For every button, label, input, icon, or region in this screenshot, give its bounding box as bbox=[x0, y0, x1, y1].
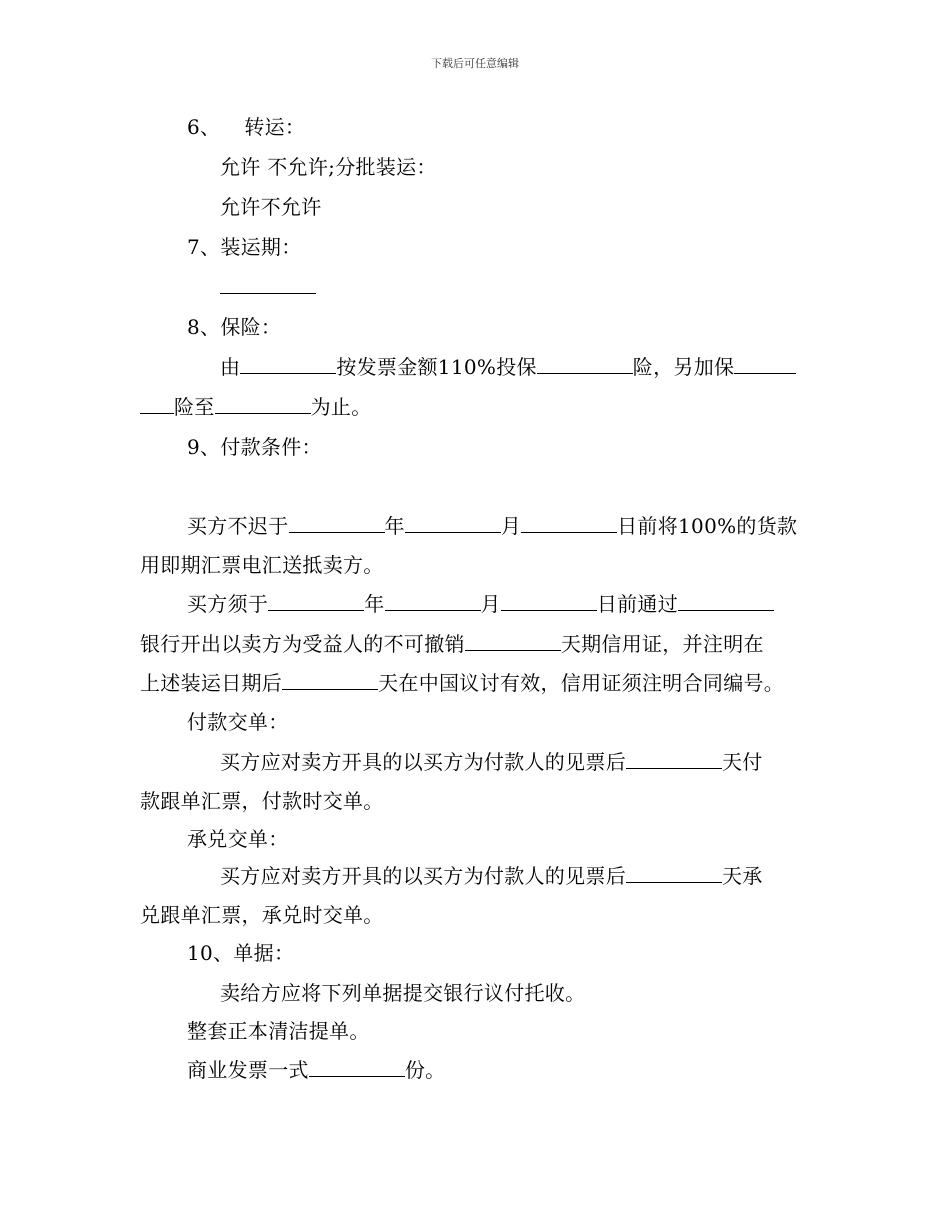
lc-line-2 bbox=[140, 631, 764, 657]
tt-payment-line-1 bbox=[187, 513, 797, 539]
text: 天期信用证，并注明在 bbox=[560, 632, 764, 656]
text: 买方应对卖方开具的以买方为付款人的见票后 bbox=[220, 750, 626, 774]
section-6-title: 转运： bbox=[244, 115, 306, 139]
month-blank bbox=[385, 592, 481, 611]
text: 月 bbox=[500, 514, 522, 538]
commercial-invoice-item bbox=[187, 1057, 445, 1083]
section-6-heading bbox=[187, 114, 305, 140]
text: 买方须于 bbox=[187, 592, 269, 616]
text: 日前通过 bbox=[596, 592, 679, 616]
section-8-heading: 8、保险： bbox=[187, 315, 282, 339]
partial-shipment-options: 允许不允许 bbox=[220, 195, 322, 219]
bank-blank bbox=[678, 592, 774, 611]
dp-heading: 付款交单： bbox=[187, 710, 289, 734]
da-days-blank bbox=[626, 864, 722, 883]
validity-days-blank bbox=[282, 671, 378, 690]
text: 银行开出以卖方为受益人的不可撤销 bbox=[140, 632, 465, 656]
lc-days-blank bbox=[465, 632, 561, 651]
da-heading: 承兑交单： bbox=[187, 827, 289, 851]
shipment-date-blank bbox=[220, 275, 316, 294]
text: 由 bbox=[220, 355, 241, 379]
additional-insurance-blank-cont bbox=[140, 395, 174, 414]
da-line-2: 兑跟单汇票，承兑时交单。 bbox=[140, 903, 384, 927]
dp-line-2: 款跟单汇票，付款时交单。 bbox=[140, 789, 384, 813]
page-header: 下载后可任意编辑 bbox=[431, 57, 519, 70]
documents-intro: 卖给方应将下列单据提交银行议付托收。 bbox=[220, 981, 586, 1005]
dp-days-blank bbox=[626, 750, 722, 769]
section-9-heading: 9、付款条件： bbox=[187, 435, 322, 459]
text: 份。 bbox=[404, 1058, 446, 1082]
text: 日前将100%的货款 bbox=[617, 514, 798, 538]
insurance-until-blank bbox=[215, 395, 311, 414]
text: 天承 bbox=[722, 864, 763, 888]
text: 商业发票一式 bbox=[187, 1058, 309, 1082]
insured-by-blank bbox=[240, 355, 336, 374]
insurance-line-2 bbox=[140, 394, 372, 420]
text: 为止。 bbox=[310, 395, 372, 419]
text: 天付 bbox=[722, 750, 763, 774]
additional-insurance-blank bbox=[734, 355, 796, 374]
lc-line-1 bbox=[187, 591, 774, 617]
text: 险至 bbox=[174, 395, 215, 419]
day-blank bbox=[501, 592, 597, 611]
section-10-heading: 10、单据： bbox=[187, 941, 295, 965]
text: 月 bbox=[480, 592, 501, 616]
text: 上述装运日期后 bbox=[140, 671, 283, 695]
text: 按发票金额110%投保 bbox=[336, 355, 537, 379]
insurance-line-1 bbox=[220, 354, 796, 380]
section-6-number: 6、 bbox=[187, 115, 221, 139]
transshipment-options: 允许 不允许;分批装运： bbox=[220, 155, 437, 179]
tt-payment-line-2: 用即期汇票电汇送抵卖方。 bbox=[140, 553, 384, 577]
year-blank bbox=[268, 592, 364, 611]
month-blank bbox=[405, 514, 501, 533]
da-line-1 bbox=[220, 863, 763, 889]
dp-line-1 bbox=[220, 749, 763, 775]
day-blank bbox=[521, 514, 617, 533]
text: 天在中国议讨有效，信用证须注明合同编号。 bbox=[378, 671, 785, 695]
text: 买方应对卖方开具的以买方为付款人的见票后 bbox=[220, 864, 626, 888]
insurance-type-blank bbox=[537, 355, 633, 374]
bill-of-lading-item: 整套正本清洁提单。 bbox=[187, 1019, 370, 1043]
text: 年 bbox=[364, 592, 385, 616]
year-blank bbox=[289, 514, 385, 533]
invoice-copies-blank bbox=[309, 1058, 405, 1077]
section-7-heading: 7、装运期： bbox=[187, 235, 302, 259]
shipment-date-line bbox=[220, 274, 316, 300]
text: 险，另加保 bbox=[632, 355, 735, 379]
text: 买方不迟于 bbox=[187, 514, 289, 538]
lc-line-3 bbox=[140, 670, 784, 696]
text: 年 bbox=[384, 514, 405, 538]
